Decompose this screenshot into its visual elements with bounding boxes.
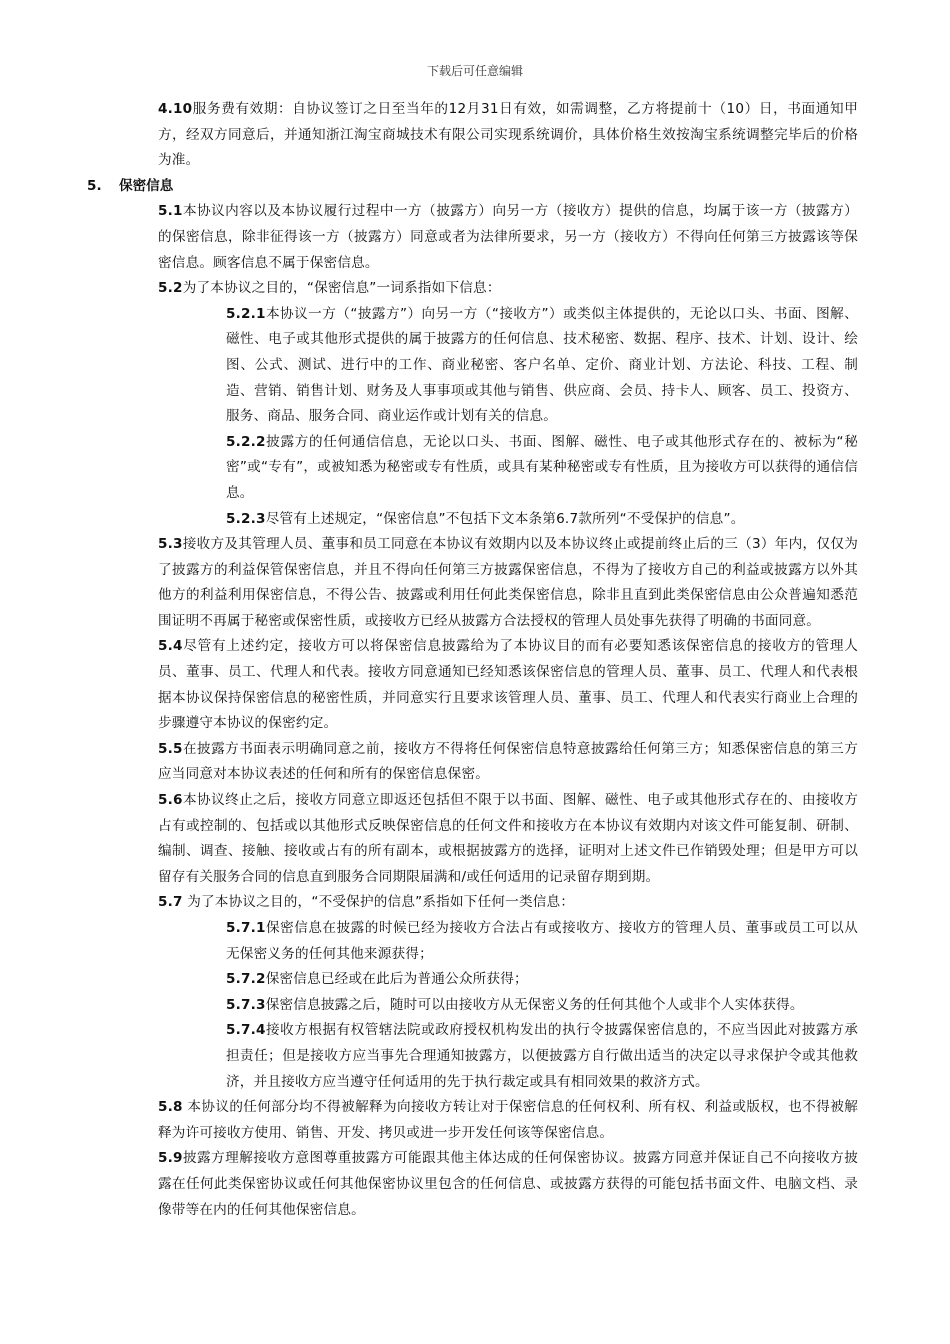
clause-paragraph xyxy=(226,507,858,533)
clause-paragraph xyxy=(158,634,858,736)
clause-paragraph xyxy=(158,737,858,788)
document-body xyxy=(0,97,950,1223)
clause-number: 5.1 xyxy=(158,203,183,220)
clause-paragraph xyxy=(158,532,858,634)
clause-number: 5.9 xyxy=(158,1150,183,1167)
clause-number: 4.10 xyxy=(158,101,193,117)
clause-paragraph xyxy=(158,890,858,916)
clause-text: 在披露方书面表示明确同意之前，接收方不得将任何保密信息特意披露给任何第三方；知悉保密信息的第三方应当同意对本协议表述的任何和所有的保密信息保密。 xyxy=(158,740,858,783)
clause-text: 披露方的任何通信信息，无论以口头、书面、图解、磁性、电子或其他形式存在的、被标为“秘密”或“专有”，或被知悉为秘密或专有性质，或具有某种秘密或专有性质，且为接收方可以获得的通信信息。 xyxy=(226,433,858,501)
clause-text: 接收方根据有权管辖法院或政府授权机构发出的执行令披露保密信息的，不应当因此对披露方承担责任；但是接收方应当事先合理通知披露方，以便披露方自行做出适当的决定以寻求保护令或其他救济，并且接收方应当遵守任何适用的先于执行裁定或具有相同效果的救济方式。 xyxy=(226,1022,858,1090)
clause-number: 5.5 xyxy=(158,740,183,757)
clause-number: 5.7.3 xyxy=(226,996,266,1013)
clause-text: 尽管有上述约定，接收方可以将保密信息披露给为了本协议目的而有必要知悉该保密信息的接收方的管理人员、董事、员工、代理人和代表。接收方同意通知已经知悉该保密信息的管理人员、董事、员工、代理人和代表根据本协议保持保密信息的秘密性质，并同意实行且要求该管理人员、董事、员工、代理人和代表实行商业上合理的步骤遵守本协议的保密约定。 xyxy=(158,638,858,732)
clause-number: 5.2.1 xyxy=(226,305,266,322)
clause-text: 保密信息已经或在此后为普通公众所获得； xyxy=(265,971,528,988)
clause-text: 为了本协议之目的，“不受保护的信息”系指如下任何一类信息： xyxy=(182,894,575,911)
clause-text: 尽管有上述规定，“保密信息”不包括下文本条第6.7款所列“不受保护的信息”。 xyxy=(265,510,745,527)
clause-paragraph xyxy=(226,993,858,1019)
page-header: 下载后可任意编辑 xyxy=(426,64,523,78)
clause-paragraph xyxy=(158,788,858,890)
clause-paragraph xyxy=(158,276,858,302)
clause-text: 为了本协议之目的，“保密信息”一词系指如下信息： xyxy=(182,280,501,297)
clause-number: 5.7.1 xyxy=(226,920,266,936)
clause-text: 本协议内容以及本协议履行过程中一方（披露方）向另一方（接收方）提供的信息，均属于该一方（披露方）的保密信息，除非征得该一方（披露方）同意或者为法律所要求，另一方（接收方）不得向任何第三方披露该等保密信息。顾客信息不属于保密信息。 xyxy=(158,203,858,271)
clause-paragraph xyxy=(226,916,858,967)
clause-number: 5.6 xyxy=(158,792,183,809)
clause-text: 披露方理解接收方意图尊重披露方可能跟其他主体达成的任何保密协议。披露方同意并保证自己不向接收方披露在任何此类保密协议或任何其他保密协议里包含的任何信息、或披露方获得的可能包括书面文件、电脑文档、录像带等在内的任何其他保密信息。 xyxy=(158,1150,858,1218)
clause-number: 5.7.2 xyxy=(226,971,266,988)
clause-paragraph xyxy=(158,97,858,174)
clause-paragraph xyxy=(158,199,858,276)
clause-number: 5.3 xyxy=(158,536,183,553)
clause-text: 本协议终止之后，接收方同意立即返还包括但不限于以书面、图解、磁性、电子或其他形式存在的、由接收方占有或控制的、包括或以其他形式反映保密信息的任何文件和接收方在本协议有效期内对该文件可能复制、研制、编制、调查、接触、接收或占有的所有副本，或根据披露方的选择，证明对上述文件已作销毁处理；但是甲方可以留存有关服务合同的信息直到服务合同期限届满和/或任何适用的记录留存期到期。 xyxy=(158,792,858,885)
clause-text: 本协议的任何部分均不得被解释为向接收方转让对于保密信息的任何权利、所有权、利益或版权，也不得被解释为许可接收方使用、销售、开发、拷贝或进一步开发任何该等保密信息。 xyxy=(158,1099,858,1141)
clause-text: 保密信息在披露的时候已经为接收方合法占有或接收方、接收方的管理人员、董事或员工可以从无保密义务的任何其他来源获得； xyxy=(226,920,858,962)
clause-number: 5.2.2 xyxy=(226,433,266,450)
clause-number: 5.4 xyxy=(158,638,183,655)
clause-number: 5.8 xyxy=(158,1099,183,1116)
clause-paragraph xyxy=(226,1018,858,1095)
clause-paragraph xyxy=(226,430,858,507)
clause-paragraph xyxy=(226,967,858,993)
clause-number: 5.7.4 xyxy=(226,1022,266,1039)
clause-text: 服务费有效期：自协议签订之日至当年的12月31日有效，如需调整，乙方将提前十（10）日，书面通知甲方，经双方同意后，并通知浙江淘宝商城技术有限公司实现系统调价，具体价格生效按淘宝系统调整完毕后的价格为准。 xyxy=(158,101,858,169)
section-number: 5. xyxy=(87,177,102,194)
section-title: 保密信息 xyxy=(119,177,174,194)
clause-text: 保密信息披露之后，随时可以由接收方从无保密义务的任何其他个人或非个人实体获得。 xyxy=(265,996,804,1013)
clause-number: 5.2.3 xyxy=(226,510,266,527)
clause-text: 接收方及其管理人员、董事和员工同意在本协议有效期内以及本协议终止或提前终止后的三（3）年内，仅仅为了披露方的利益保管保密信息，并且不得向任何第三方披露保密信息，不得为了接收方自己的利益或披露方以外其他方的利益利用保密信息，不得公告、披露或利用任何此类保密信息，除非且直到此类保密信息由公众普遍知悉范围证明不再属于秘密或保密性质，或接收方已经从披露方合法授权的管理人员处事先获得了明确的书面同意。 xyxy=(158,536,858,629)
clause-paragraph xyxy=(158,1146,858,1223)
clause-text: 本协议一方（“披露方”）向另一方（“接收方”）或类似主体提供的，无论以口头、书面、图解、磁性、电子或其他形式提供的属于披露方的任何信息、技术秘密、数据、程序、技术、计划、设计、绘图、公式、测试、进行中的工作、商业秘密、客户名单、定价、商业计划、方法论、科技、工程、制造、营销、销售计划、财务及人事事项或其他与销售、供应商、会员、持卡人、顾客、员工、投资方、服务、商品、服务合同、商业运作或计划有关的信息。 xyxy=(226,305,858,425)
clause-paragraph xyxy=(158,1095,858,1146)
clause-number: 5.2 xyxy=(158,280,183,297)
clause-number: 5.7 xyxy=(158,894,183,911)
clause-paragraph xyxy=(226,302,858,430)
section-heading xyxy=(87,174,950,200)
